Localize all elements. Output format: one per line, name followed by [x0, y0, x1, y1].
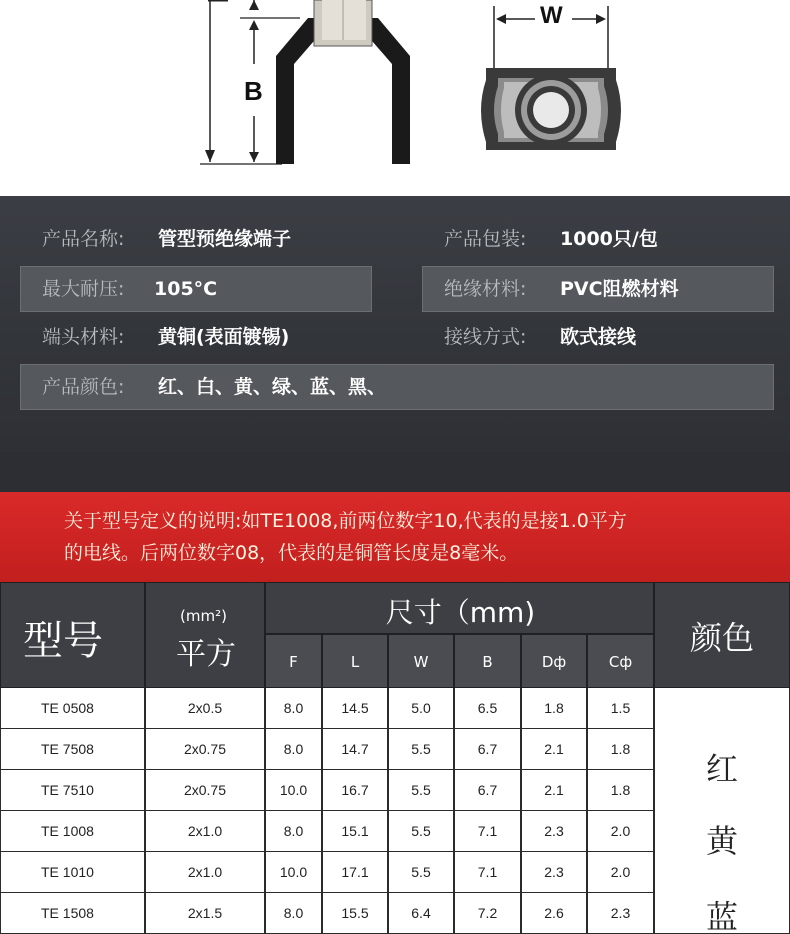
- spec-table: [0, 582, 790, 934]
- table-cell: 2x1.0: [145, 852, 265, 893]
- spec-value: 管型预绝缘端子: [158, 228, 292, 250]
- table-cell: 5.5: [388, 852, 454, 893]
- table-cell: 2.3: [521, 852, 587, 893]
- table-cell: 8.0: [265, 893, 322, 934]
- header-area: [145, 582, 265, 688]
- table-cell: 2.3: [587, 893, 654, 934]
- table-cell: 2.6: [521, 893, 587, 934]
- table-cell: 2x0.75: [145, 729, 265, 770]
- table-cell: 17.1: [322, 852, 388, 893]
- spec-label: 最大耐压:: [42, 278, 125, 300]
- table-cell: 2.3: [521, 811, 587, 852]
- model-cell: TE 7510: [0, 770, 145, 811]
- table-cell: 6.5: [454, 688, 521, 729]
- header-model: [0, 582, 145, 688]
- spec-value: 105°C: [154, 278, 218, 300]
- table-cell: 2x1.5: [145, 893, 265, 934]
- table-cell: 10.0: [265, 852, 322, 893]
- header-dim: L: [322, 634, 388, 688]
- table-cell: 5.0: [388, 688, 454, 729]
- table-cell: 14.7: [322, 729, 388, 770]
- header-dim: Cф: [587, 634, 654, 688]
- header-color: [654, 582, 790, 688]
- table-cell: 8.0: [265, 729, 322, 770]
- table-cell: 2.0: [587, 852, 654, 893]
- note-line-2: 的电线。后两位数字08，代表的是铜管长度是8毫米。: [64, 542, 519, 564]
- spec-label: 绝缘材料:: [444, 278, 527, 300]
- terminal-drawing: [0, 0, 790, 196]
- table-cell: 8.0: [265, 811, 322, 852]
- spec-label: 产品包装:: [444, 228, 527, 250]
- header-dim: F: [265, 634, 322, 688]
- spec-row: [20, 364, 774, 410]
- spec-label: 端头材料:: [42, 326, 125, 348]
- spec-panel: [0, 196, 790, 452]
- spec-row: [20, 216, 774, 262]
- table-cell: 15.5: [322, 893, 388, 934]
- note-line-1: 关于型号定义的说明:如TE1008,前两位数字10,代表的是接1.0平方: [64, 510, 627, 532]
- color-value: 红: [705, 750, 738, 788]
- table-cell: 6.7: [454, 729, 521, 770]
- table-cell: 5.5: [388, 729, 454, 770]
- table-cell: 10.0: [265, 770, 322, 811]
- dimension-b-label: B: [244, 76, 263, 106]
- header-size: [265, 582, 654, 634]
- table-cell: 15.1: [322, 811, 388, 852]
- terminal-diagram: [0, 0, 790, 196]
- model-cell: TE 7508: [0, 729, 145, 770]
- color-value: 黄: [705, 822, 738, 860]
- table-cell: 2x1.0: [145, 811, 265, 852]
- table-cell: 2.1: [521, 770, 587, 811]
- model-cell: TE 1508: [0, 893, 145, 934]
- spec-value: PVC阻燃材料: [560, 278, 679, 300]
- model-cell: TE 1010: [0, 852, 145, 893]
- dimension-w-label: W: [540, 2, 563, 29]
- header-unit: (mm²): [180, 607, 227, 625]
- table-cell: 2.1: [521, 729, 587, 770]
- color-value: 蓝: [705, 898, 738, 934]
- spec-footer-band: [0, 452, 790, 492]
- header-size-label: 尺寸（mm): [385, 596, 536, 629]
- table-cell: 8.0: [265, 688, 322, 729]
- table-cell: 7.1: [454, 852, 521, 893]
- header-dim: B: [454, 634, 521, 688]
- table-cell: 16.7: [322, 770, 388, 811]
- header-color-label: 颜色: [689, 619, 754, 657]
- table-cell: 1.8: [587, 770, 654, 811]
- table-cell: 1.8: [587, 729, 654, 770]
- spec-value: 1000只/包: [560, 228, 658, 250]
- spec-value: 黄铜(表面镀锡): [158, 326, 290, 348]
- table-cell: 6.7: [454, 770, 521, 811]
- spec-row: [20, 314, 774, 360]
- spec-row: [20, 266, 774, 312]
- spec-label: 接线方式:: [444, 326, 527, 348]
- header-model-label: 型号: [23, 618, 103, 664]
- table-cell: 2.0: [587, 811, 654, 852]
- table-cell: 1.8: [521, 688, 587, 729]
- table-cell: 7.2: [454, 893, 521, 934]
- table-cell: 2x0.75: [145, 770, 265, 811]
- spec-label: 产品颜色:: [42, 376, 125, 398]
- model-cell: TE 0508: [0, 688, 145, 729]
- table-cell: 6.4: [388, 893, 454, 934]
- table-cell: 5.5: [388, 770, 454, 811]
- table-cell: 2x0.5: [145, 688, 265, 729]
- table-cell: 7.1: [454, 811, 521, 852]
- model-cell: TE 1008: [0, 811, 145, 852]
- color-column: [654, 688, 790, 934]
- table-cell: 1.5: [587, 688, 654, 729]
- header-area-label: 平方: [176, 637, 236, 672]
- spec-value: 欧式接线: [560, 326, 637, 348]
- header-dim: W: [388, 634, 454, 688]
- spec-label: 产品名称:: [42, 228, 125, 250]
- header-dim: Dф: [521, 634, 587, 688]
- spec-value: 红、白、黄、绿、蓝、黑、: [158, 376, 387, 398]
- table-cell: 14.5: [322, 688, 388, 729]
- table-cell: 5.5: [388, 811, 454, 852]
- model-note-banner: [0, 492, 790, 582]
